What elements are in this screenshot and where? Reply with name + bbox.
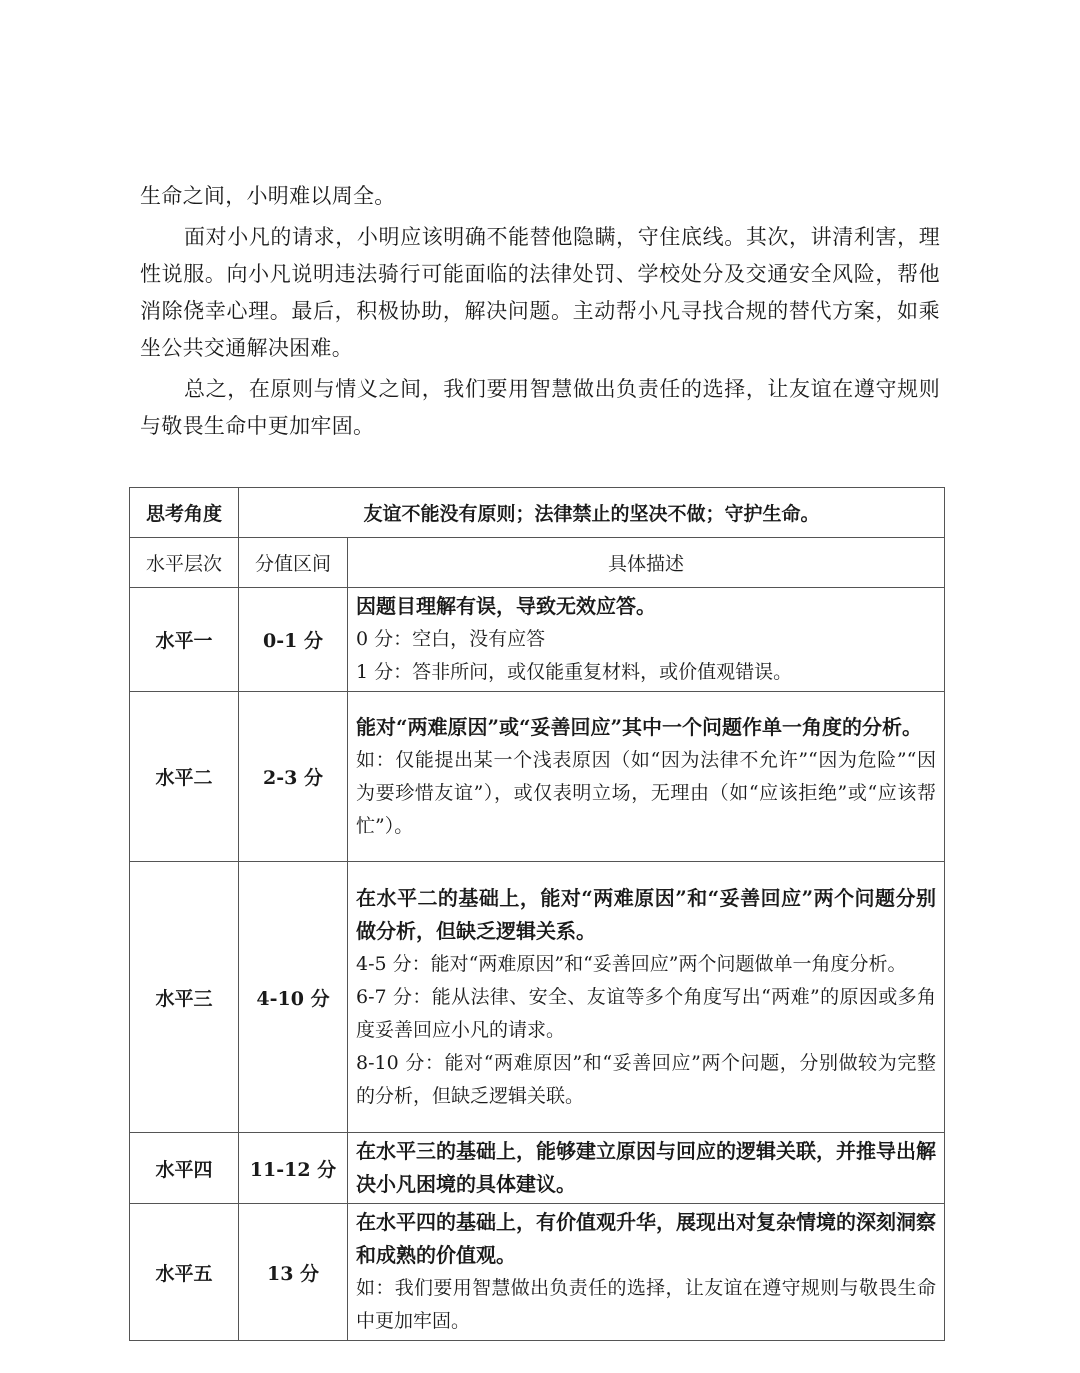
level-cell: 水平二 xyxy=(130,692,239,862)
table-row xyxy=(130,588,945,692)
description-detail: 6-7 分：能从法律、安全、友谊等多个角度写出“两难”的原因或多角度妥善回应小凡的请求。 xyxy=(356,985,936,1041)
description-summary: 能对“两难原因”或“妥善回应”其中一个问题作单一角度的分析。 xyxy=(356,714,923,739)
description-detail: 4-5 分：能对“两难原因”和“妥善回应”两个问题做单一角度分析。 xyxy=(356,952,907,975)
header-level: 水平层次 xyxy=(130,538,239,588)
score-cell: 4-10 分 xyxy=(239,862,348,1133)
paragraph: 面对小凡的请求，小明应该明确不能替他隐瞒，守住底线。其次，讲清利害，理性说服。向小凡说明违法骑行可能面临的法律处罚、学校处分及交通安全风险，帮他消除侥幸心理。最后，积极协助，解决问题。主动帮小凡寻找合规的替代方案，如乘坐公共交通解决困难。 xyxy=(140,225,940,360)
level-cell: 水平五 xyxy=(130,1204,239,1341)
description-cell xyxy=(348,862,945,1133)
score-cell: 13 分 xyxy=(239,1204,348,1341)
level-cell: 水平四 xyxy=(130,1133,239,1204)
description-detail: 1 分：答非所问，或仅能重复材料，或价值观错误。 xyxy=(356,661,793,683)
description-summary: 在水平四的基础上，有价值观升华，展现出对复杂情境的深刻洞察和成熟的价值观。 xyxy=(356,1210,936,1267)
description-cell xyxy=(348,692,945,862)
table-row xyxy=(130,862,945,1133)
table-row xyxy=(130,1204,945,1341)
description-cell xyxy=(348,588,945,692)
description-cell xyxy=(348,1133,945,1204)
score-cell: 11-12 分 xyxy=(239,1133,348,1204)
scoring-rubric-table xyxy=(129,487,945,1341)
angle-value: 友谊不能没有原则；法律禁止的坚决不做；守护生命。 xyxy=(239,488,945,538)
description-detail: 如：我们要用智慧做出负责任的选择，让友谊在遵守规则与敬畏生命中更加牢固。 xyxy=(356,1277,936,1332)
description-summary: 因题目理解有误，导致无效应答。 xyxy=(356,594,656,618)
description-cell xyxy=(348,1204,945,1341)
score-cell: 0-1 分 xyxy=(239,588,348,692)
description-detail: 如：仅能提出某一个浅表原因（如“因为法律不允许”“因为危险”“因为要珍惜友谊”），或仅表明立场，无理由（如“应该拒绝”或“应该帮忙”）。 xyxy=(356,748,936,837)
table-header-row xyxy=(130,538,945,588)
angle-label: 思考角度 xyxy=(130,488,239,538)
table-row xyxy=(130,488,945,538)
header-score: 分值区间 xyxy=(239,538,348,588)
description-summary: 在水平三的基础上，能够建立原因与回应的逻辑关联，并推导出解决小凡困境的具体建议。 xyxy=(356,1139,936,1196)
level-cell: 水平一 xyxy=(130,588,239,692)
description-detail: 8-10 分：能对“两难原因”和“妥善回应”两个问题，分别做较为完整的分析，但缺乏逻辑关联。 xyxy=(356,1051,936,1107)
score-cell: 2-3 分 xyxy=(239,692,348,862)
header-description: 具体描述 xyxy=(348,538,945,588)
description-summary: 在水平二的基础上，能对“两难原因”和“妥善回应”两个问题分别做分析，但缺乏逻辑关系。 xyxy=(356,885,936,943)
essay-text xyxy=(140,178,940,445)
paragraph: 生命之间，小明难以周全。 xyxy=(140,184,396,208)
paragraph: 总之，在原则与情义之间，我们要用智慧做出负责任的选择，让友谊在遵守规则与敬畏生命中更加牢固。 xyxy=(140,377,940,438)
table-row xyxy=(130,692,945,862)
level-cell: 水平三 xyxy=(130,862,239,1133)
description-detail: 0 分：空白，没有应答 xyxy=(356,628,546,650)
table-row xyxy=(130,1133,945,1204)
